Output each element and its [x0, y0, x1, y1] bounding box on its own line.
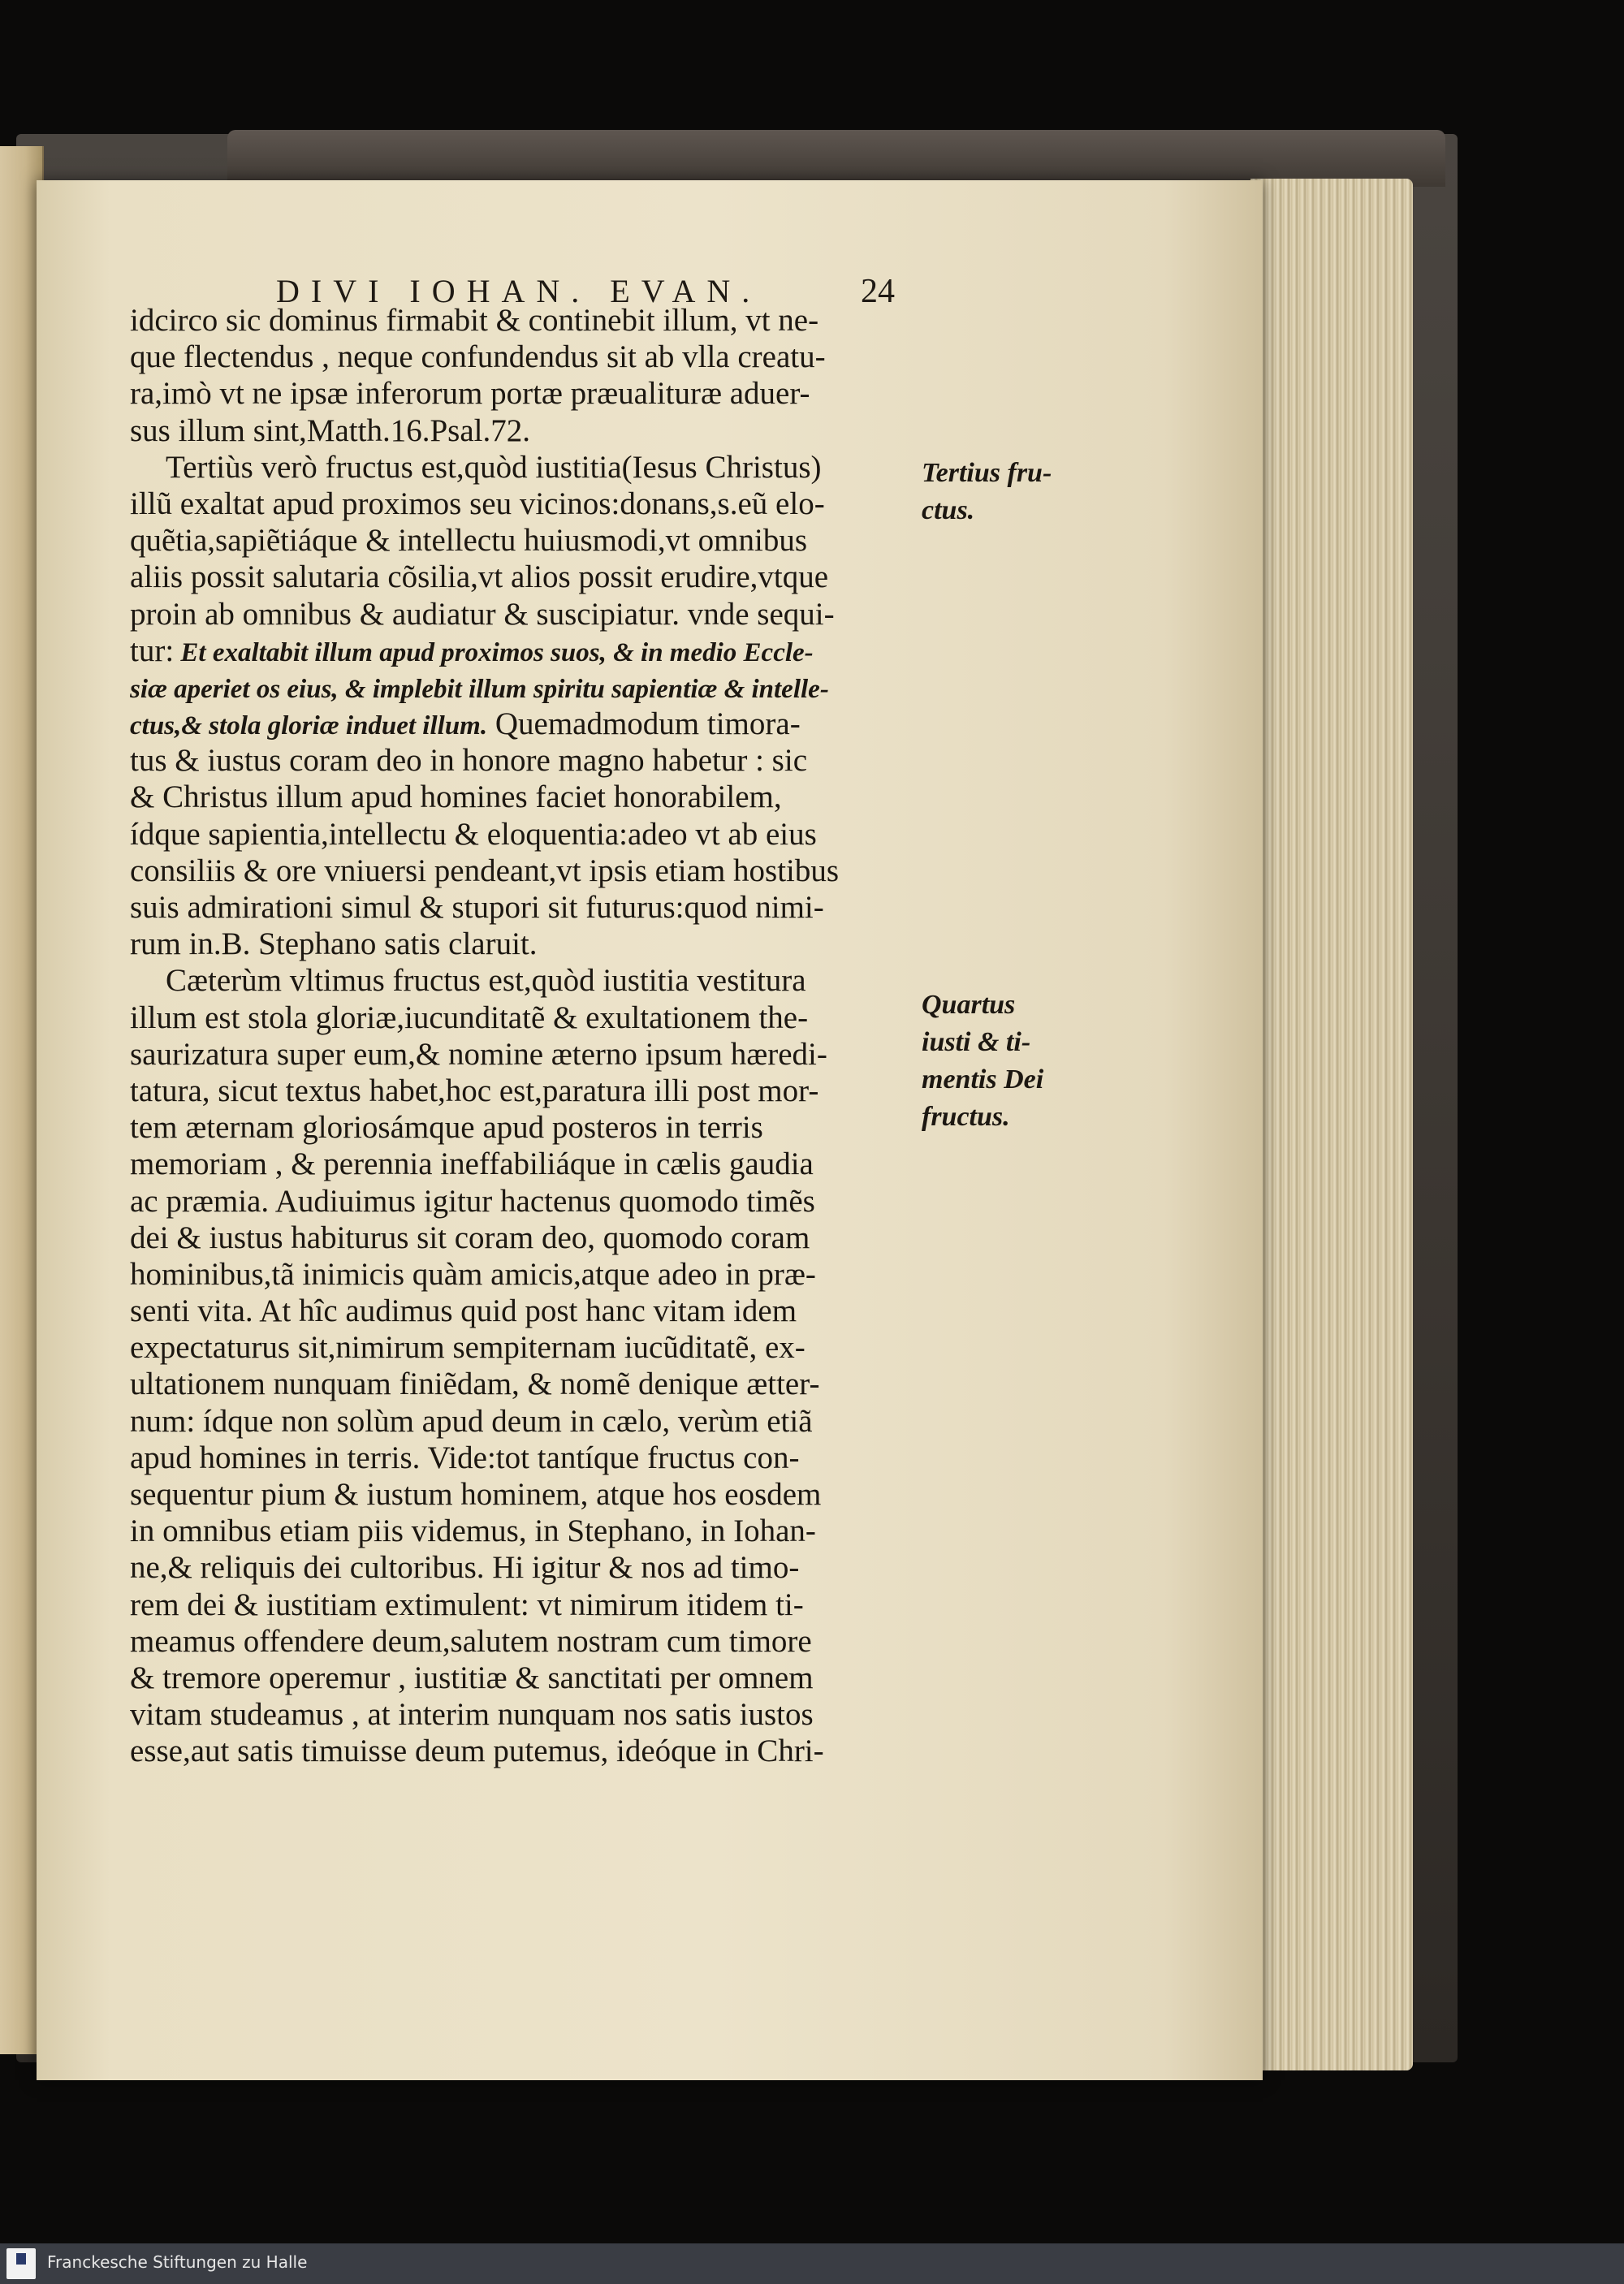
text-line — [130, 1476, 909, 1513]
line-text: expectaturus sit,nimirum sempiternam iucũditatẽ, ex- — [130, 1330, 806, 1366]
line-text: tus & iustus coram deo in honore magno habetur : sic — [130, 743, 808, 779]
footer-credit: Franckesche Stiftungen zu Halle — [47, 2252, 308, 2272]
text-line — [130, 1073, 909, 1109]
line-text: meamus offendere deum,salutem nostram cum timore — [130, 1623, 812, 1659]
line-text: esse,aut satis timuisse deum putemus, ideóque in Chri- — [130, 1734, 824, 1769]
institution-logo-icon — [6, 2248, 36, 2279]
text-line — [130, 889, 909, 926]
line-text: rem dei & iustitiam extimulent: vt nimirum itidem ti- — [130, 1587, 804, 1622]
text-line — [130, 962, 909, 999]
text-line — [130, 449, 909, 486]
running-head: DIVI IOHAN. EVAN. — [276, 273, 762, 309]
line-text: tatura, sicut textus habet,hoc est,paratura illi post mor- — [130, 1073, 819, 1108]
line-text: tur: — [130, 633, 175, 668]
text-line — [130, 779, 909, 815]
marginal-note-quartus — [922, 987, 1043, 1136]
line-text: apud homines in terris. Vide:tot tantíque fructus con- — [130, 1440, 800, 1475]
line-text: ne,& reliquis dei cultoribus. Hi igitur & nos ad timo- — [130, 1550, 800, 1586]
text-line — [130, 1000, 909, 1036]
line-text: ultationem nunquam finiẽdam, & nomẽ denique ætter- — [130, 1367, 820, 1402]
text-line — [130, 926, 909, 962]
line-text: suis admirationi simul & stupori sit futurus:quod nimi- — [130, 890, 824, 925]
text-line — [130, 1146, 909, 1182]
text-line — [130, 1513, 909, 1549]
line-text: Quemadmodum timora- — [487, 706, 801, 742]
line-text: hominibus,tã inimicis quàm amicis,atque adeo in præ- — [130, 1256, 816, 1292]
line-text: senti vita. At hîc audimus quid post hanc vitam idem — [130, 1293, 797, 1329]
text-line — [130, 1329, 909, 1366]
footer-bar — [0, 2243, 1624, 2284]
italic-quotation: ctus,& stola gloriæ induet illum. — [130, 711, 488, 741]
line-text: rum in.B. Stephano satis claruit. — [130, 926, 538, 962]
text-line — [130, 1440, 909, 1476]
text-line — [130, 1549, 909, 1586]
text-line — [130, 633, 909, 669]
line-text: dei & iustus habiturus sit coram deo, quomodo coram — [130, 1220, 810, 1255]
marginal-line: fructus. — [922, 1102, 1010, 1132]
text-line — [130, 853, 909, 889]
line-text: illum est stola gloriæ,iucunditatẽ & exultationem the- — [130, 1000, 809, 1035]
line-text: tem æternam gloriosámque apud posteros in terris — [130, 1110, 763, 1146]
text-line — [130, 706, 909, 742]
line-text: & Christus illum apud homines faciet honorabilem, — [130, 779, 782, 815]
text-line — [130, 522, 909, 559]
line-text: aliis possit salutaria cõsilia,vt alios possit erudire,vtque — [130, 559, 829, 595]
line-text: ac præmia. Audiuimus igitur hactenus quomodo timẽs — [130, 1183, 815, 1219]
marginal-line: ctus. — [922, 495, 975, 525]
marginal-line: iusti & ti- — [922, 1027, 1031, 1057]
text-line — [130, 412, 909, 449]
marginal-line: Quartus — [922, 990, 1016, 1020]
line-text: saurizatura super eum,& nomine æterno ipsum hæredi- — [130, 1036, 827, 1072]
italic-quotation: siæ aperiet os eius, & implebit illum spiritu sapientiæ & intelle- — [130, 674, 829, 704]
line-text: consiliis & ore vniuersi pendeant,vt ipsis etiam hostibus — [130, 853, 840, 888]
line-text: & tremore operemur , iustitiæ & sanctitati per omnem — [130, 1660, 814, 1695]
text-line — [130, 1366, 909, 1402]
text-line — [130, 1183, 909, 1220]
page-number: 24 — [861, 273, 895, 310]
line-text: num: ídque non solùm apud deum in cælo, verùm etiã — [130, 1403, 813, 1439]
text-line — [130, 486, 909, 522]
text-line — [130, 375, 909, 412]
text-line — [130, 559, 909, 595]
text-line — [130, 596, 909, 633]
text-line — [130, 742, 909, 779]
text-line — [130, 1109, 909, 1146]
line-text: que flectendus , neque confundendus sit ab vlla creatu- — [130, 339, 826, 375]
marginal-note-tertius — [922, 455, 1052, 529]
text-line — [130, 1623, 909, 1660]
text-line — [130, 1696, 909, 1733]
italic-quotation: Et exaltabit illum apud proximos suos, & in medio Eccle- — [174, 637, 814, 667]
line-text: quẽtia,sapiẽtiáque & intellectu huiusmodi,vt omnibus — [130, 523, 808, 559]
line-text: Tertiùs verò fructus est,quòd iustitia(Iesus Christus) — [166, 449, 822, 485]
text-line — [130, 1660, 909, 1696]
line-text: in omnibus etiam piis videmus, in Stephano, in Iohan- — [130, 1513, 816, 1549]
line-text: illũ exaltat apud proximos seu vicinos:donans,s.eũ elo- — [130, 486, 825, 521]
text-line — [130, 302, 909, 339]
page-stack-edge — [1250, 179, 1413, 2070]
line-text: vitam studeamus , at interim nunquam nos satis iustos — [130, 1697, 814, 1733]
line-text: proin ab omnibus & audiatur & suscipiatur. vnde sequi- — [130, 596, 835, 632]
line-text: Cæterùm vltimus fructus est,quòd iustitia vestitura — [166, 963, 806, 999]
text-line — [130, 1256, 909, 1293]
text-line — [130, 1403, 909, 1440]
text-line — [130, 1293, 909, 1329]
line-text: idcirco sic dominus firmabit & continebit illum, vt ne- — [130, 303, 819, 338]
marginal-line: Tertius fru- — [922, 458, 1052, 488]
body-text — [130, 302, 909, 1770]
line-text: sequentur pium & iustum hominem, atque hos eosdem — [130, 1477, 822, 1512]
line-text: memoriam , & perennia ineffabiliáque in cælis gaudia — [130, 1146, 814, 1182]
text-line — [130, 816, 909, 853]
text-line — [130, 1220, 909, 1256]
line-text: ra,imò vt ne ipsæ inferorum portæ præualituræ aduer- — [130, 376, 810, 412]
line-text: ídque sapientia,intellectu & eloquentia:adeo vt ab eius — [130, 816, 817, 852]
text-line — [130, 1733, 909, 1769]
text-line — [130, 339, 909, 375]
text-line — [130, 1036, 909, 1073]
marginal-line: mentis Dei — [922, 1064, 1044, 1095]
text-line — [130, 669, 909, 706]
text-line — [130, 1587, 909, 1623]
line-text: sus illum sint,Matth.16.Psal.72. — [130, 412, 530, 448]
